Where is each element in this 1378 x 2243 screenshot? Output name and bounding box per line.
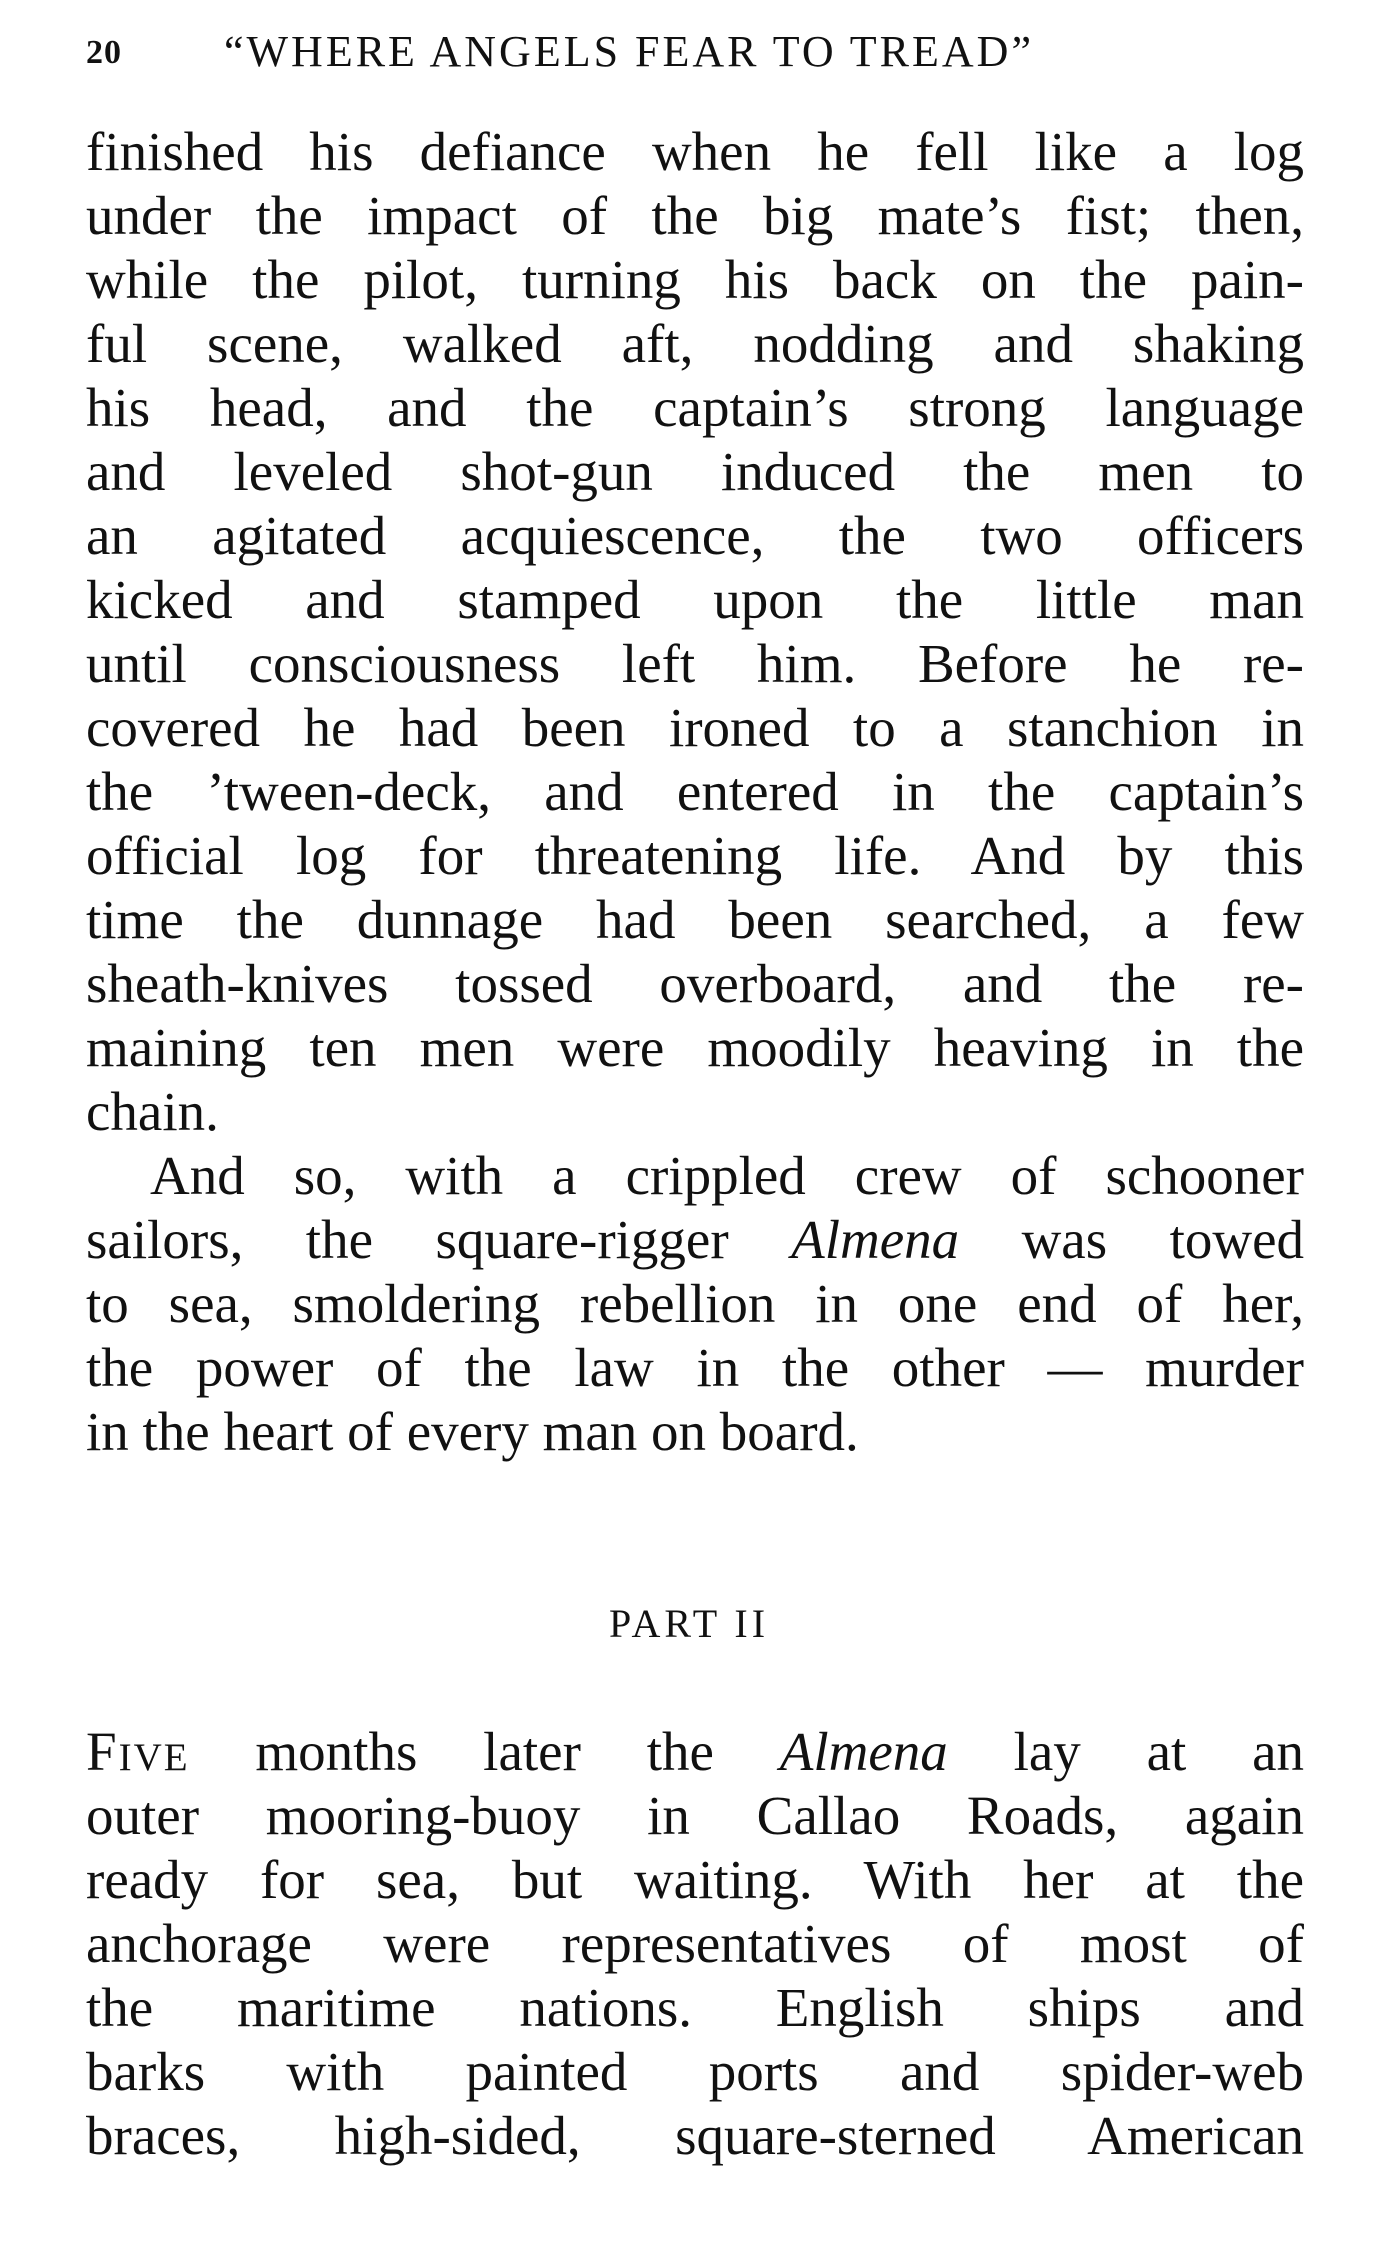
- paragraph-3: [86, 1720, 1304, 2168]
- text-line: official log for threatening life. And by this: [86, 825, 1304, 886]
- text-line: barks with painted ports and spider-web: [86, 2041, 1304, 2102]
- text-line: the ’tween-deck, and entered in the captain’s: [86, 761, 1304, 822]
- text-line: kicked and stamped upon the little man: [86, 569, 1304, 630]
- paragraph-2: [86, 1144, 1304, 1464]
- text-line: chain.: [86, 1081, 219, 1142]
- text-line: to sea, smoldering rebellion in one end of her,: [86, 1273, 1304, 1334]
- text-line: an agitated acquiescence, the two officers: [86, 505, 1304, 566]
- section-heading: PART II: [608, 1601, 770, 1646]
- text-line: the maritime nations. English ships and: [86, 1977, 1304, 2038]
- text-line: while the pilot, turning his back on the pain-: [86, 249, 1304, 310]
- text-line: anchorage were representatives of most of: [86, 1913, 1304, 1974]
- ship-name: Almena: [779, 1721, 948, 1782]
- text-line: the power of the law in the other — murder: [86, 1337, 1304, 1398]
- text-line: his head, and the captain’s strong language: [86, 377, 1304, 438]
- text-line: in the heart of every man on board.: [86, 1401, 859, 1462]
- text-line: time the dunnage had been searched, a few: [86, 889, 1304, 950]
- text-fragment: months later the: [189, 1721, 780, 1782]
- text-line: [86, 1720, 1304, 1784]
- page-number: 20: [86, 34, 122, 71]
- text-line: until consciousness left him. Before he re-: [86, 633, 1304, 694]
- text-line: sheath-knives tossed overboard, and the re-: [86, 953, 1304, 1014]
- opening-word: Five: [86, 1721, 190, 1782]
- text-line: under the impact of the big mate’s fist; then,: [86, 185, 1304, 246]
- text-line: braces, high-sided, square-sterned American: [86, 2105, 1304, 2166]
- text-line: ful scene, walked aft, nodding and shaking: [86, 313, 1304, 374]
- text-line: outer mooring-buoy in Callao Roads, again: [86, 1785, 1304, 1846]
- ship-name: Almena: [791, 1209, 960, 1270]
- text-fragment: lay at an: [947, 1721, 1305, 1782]
- text-line: and leveled shot-gun induced the men to: [86, 441, 1304, 502]
- text-line: And so, with a crippled crew of schooner: [150, 1145, 1304, 1206]
- text-line: covered he had been ironed to a stanchion in: [86, 697, 1304, 758]
- running-title: “WHERE ANGELS FEAR TO TREAD”: [224, 27, 1034, 76]
- text-fragment: sailors, the square-rigger: [86, 1209, 792, 1270]
- text-line: [86, 1208, 1304, 1272]
- page-header: [86, 22, 1306, 82]
- text-line: maining ten men were moodily heaving in the: [86, 1017, 1304, 1078]
- text-fragment: was towed: [959, 1209, 1304, 1270]
- text-line: finished his defiance when he fell like a log: [86, 121, 1304, 182]
- text-line: ready for sea, but waiting. With her at the: [86, 1849, 1304, 1910]
- paragraph-1: [86, 120, 1304, 1144]
